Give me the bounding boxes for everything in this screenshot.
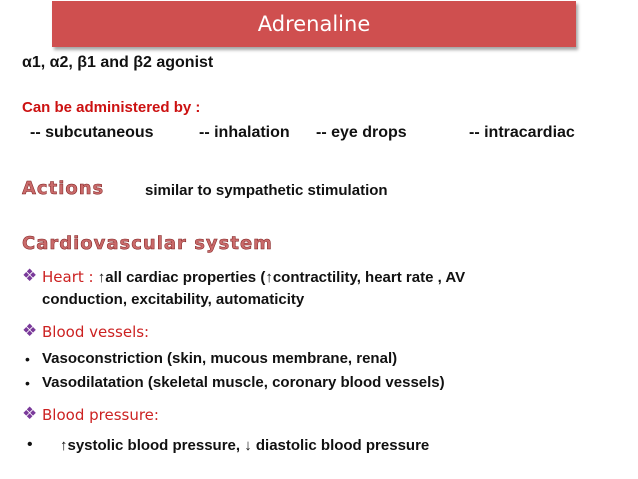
pressure-effect-text: ↑systolic blood pressure, ↓ diastolic blood pressure [60,437,430,454]
slide-title [52,1,576,47]
vasoconstriction-text: Vasoconstriction (skin, mucous membrane, renal) [42,350,398,367]
diamond-bullet-icon: ❖ [22,404,38,423]
blood-vessels-label [42,323,149,341]
slide-title-text: Adrenaline [257,12,371,36]
diamond-bullet-icon: ❖ [22,266,38,285]
dot-bullet-icon: • [27,436,33,453]
route-eye-drops: -- eye drops [316,124,407,141]
dot-bullet-icon: • [25,375,30,391]
blood-pressure-label [42,406,159,424]
blood-pressure-text: Blood pressure: [42,406,159,424]
agonist-text: α1, α2, β1 and β2 agonist [22,54,214,71]
dot-bullet-icon: • [25,351,30,367]
administration-label: Can be administered by : [22,99,201,116]
route-inhalation: -- inhalation [199,124,290,141]
actions-heading: Actions [22,178,105,199]
vasodilatation-text: Vasodilatation (skeletal muscle, coronary blood vessels) [42,374,445,391]
actions-text: similar to sympathetic stimulation [145,182,388,199]
cardiovascular-heading: Cardiovascular system [22,233,273,254]
route-subcutaneous: -- subcutaneous [30,124,154,141]
heart-text-2: conduction, excitability, automaticity [42,291,305,308]
route-intracardiac: -- intracardiac [469,124,575,141]
heart-label: Heart : [42,268,94,286]
heart-text-1: ↑all cardiac properties (↑contractility, heart rate , AV [97,269,466,286]
heart-line [42,268,465,286]
diamond-bullet-icon: ❖ [22,321,38,340]
blood-vessels-text: Blood vessels: [42,323,150,341]
